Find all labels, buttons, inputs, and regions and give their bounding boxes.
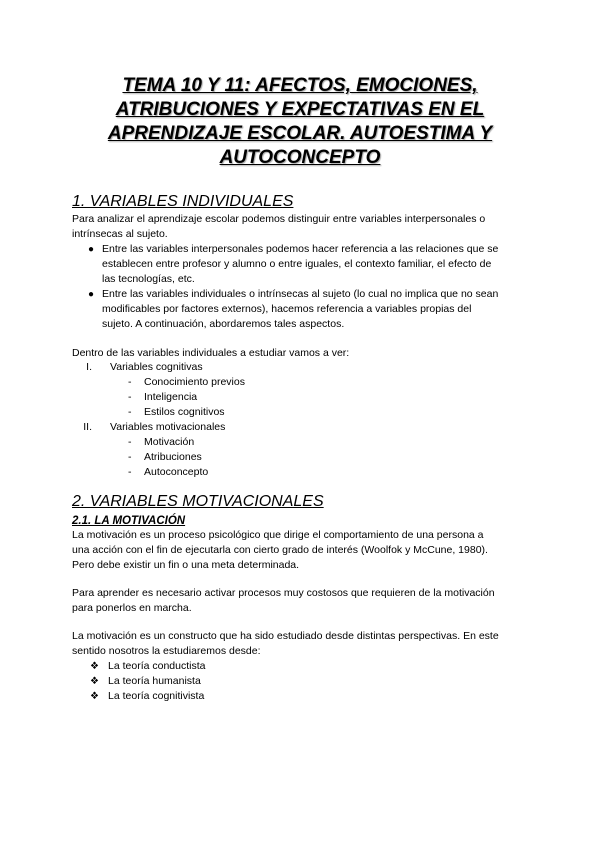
bullet-item xyxy=(72,242,542,287)
title-line: TEMA 10 Y 11: AFECTOS, EMOCIONES, xyxy=(122,75,478,96)
roman-numeral: II. xyxy=(83,421,92,433)
dash-icon: - xyxy=(128,451,132,463)
outline-item-label: Conocimiento previos xyxy=(144,376,245,388)
text-line: Para analizar el aprendizaje escolar podemos distinguir entre variables interpersonales o xyxy=(72,213,486,225)
dash-icon: - xyxy=(128,376,132,388)
theory-label: La teoría humanista xyxy=(108,675,201,687)
title-line: ATRIBUCIONES Y EXPECTATIVAS EN EL xyxy=(115,99,485,120)
bullet-item xyxy=(72,287,542,332)
document-title xyxy=(60,74,540,170)
text-line: Entre las variables interpersonales podemos hacer referencia a las relaciones que se xyxy=(102,243,499,255)
bullet-icon: ● xyxy=(88,289,95,300)
text-line: una acción con el fin de ejecutarla con cierto grado de interés (Woolfok y McCune, 1980). xyxy=(72,544,488,556)
theory-item xyxy=(72,659,372,674)
outline-group xyxy=(72,360,472,375)
theories-list xyxy=(72,659,372,704)
text-line: modificables por factores externos), hacemos referencia a variables propias del xyxy=(102,303,472,315)
section1-heading: 1. VARIABLES INDIVIDUALES xyxy=(72,193,294,210)
outline-item xyxy=(72,405,472,420)
outline-item-label: Atribuciones xyxy=(144,451,202,463)
diamond-bullet-icon: ❖ xyxy=(90,691,99,702)
outline-item xyxy=(72,450,472,465)
outline-item xyxy=(72,375,472,390)
outline-label: Variables motivacionales xyxy=(110,421,226,433)
text-line: Pero debe existir un fin o una meta determinada. xyxy=(72,559,300,571)
section1-intro xyxy=(72,212,485,242)
section1-bullets xyxy=(72,242,542,332)
bullet-icon: ● xyxy=(88,244,95,255)
outline-item-label: Inteligencia xyxy=(144,391,198,403)
text-line: las tecnologías, etc. xyxy=(102,273,195,285)
dash-icon: - xyxy=(128,466,132,478)
text-line: para ponerlos en marcha. xyxy=(72,602,192,614)
title-line: APRENDIZAJE ESCOLAR. AUTOESTIMA Y xyxy=(107,123,493,144)
outline-group xyxy=(72,420,472,435)
outline-item-label: Estilos cognitivos xyxy=(144,406,225,418)
theory-item xyxy=(72,689,372,704)
text-line: Para aprender es necesario activar procesos muy costosos que requieren de la motivación xyxy=(72,587,495,599)
list-intro: Dentro de las variables individuales a estudiar vamos a ver: xyxy=(72,347,350,359)
outline-item xyxy=(72,390,472,405)
theory-item xyxy=(72,674,372,689)
text-line: establecen entre profesor y alumno o entre iguales, el contexto familiar, el efecto de xyxy=(102,258,492,270)
theory-label: La teoría conductista xyxy=(108,660,206,672)
variables-outline xyxy=(72,360,472,480)
outline-item xyxy=(72,435,472,450)
text-line: Entre las variables individuales o intrínsecas al sujeto (lo cual no implica que no sean xyxy=(102,288,499,300)
motivation-paragraph-2 xyxy=(72,586,495,616)
text-line: intrínsecas al sujeto. xyxy=(72,228,168,240)
title-line: AUTOCONCEPTO xyxy=(219,147,381,168)
section2-heading: 2. VARIABLES MOTIVACIONALES xyxy=(72,493,324,510)
outline-item-label: Motivación xyxy=(144,436,195,448)
theory-label: La teoría cognitivista xyxy=(108,690,205,702)
section2-subheading: 2.1. LA MOTIVACIÓN xyxy=(72,515,186,527)
dash-icon: - xyxy=(128,406,132,418)
text-line: sujeto. A continuación, abordaremos tales aspectos. xyxy=(102,318,345,330)
outline-label: Variables cognitivas xyxy=(110,361,203,373)
roman-numeral: I. xyxy=(86,361,92,373)
dash-icon: - xyxy=(128,391,132,403)
dash-icon: - xyxy=(128,436,132,448)
text-line: La motivación es un proceso psicológico que dirige el comportamiento de una persona a xyxy=(72,529,484,541)
text-line: La motivación es un constructo que ha sido estudiado desde distintas perspectivas. En este xyxy=(72,630,499,642)
text-line: sentido nosotros la estudiaremos desde: xyxy=(72,645,261,657)
motivation-paragraph-1 xyxy=(72,528,488,573)
motivation-paragraph-3 xyxy=(72,629,499,659)
diamond-bullet-icon: ❖ xyxy=(90,661,99,672)
outline-item xyxy=(72,465,472,480)
outline-item-label: Autoconcepto xyxy=(144,466,209,478)
diamond-bullet-icon: ❖ xyxy=(90,676,99,687)
